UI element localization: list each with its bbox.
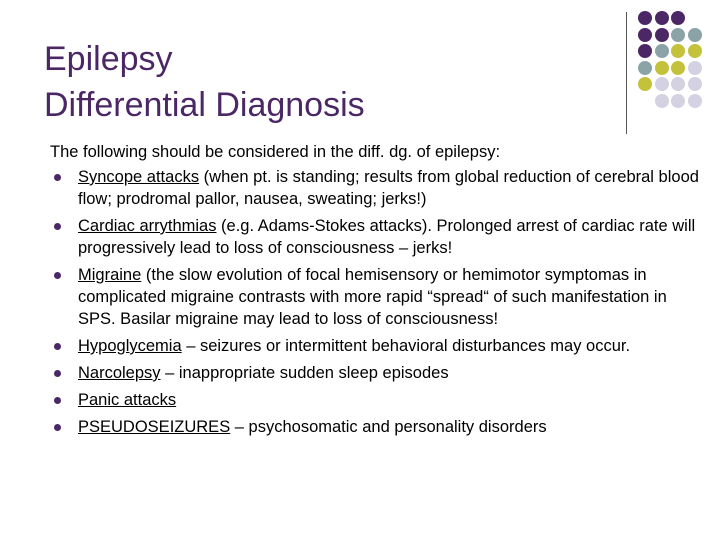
bullet-item xyxy=(50,362,700,384)
bullet-dot-icon xyxy=(54,397,61,404)
decorative-dot xyxy=(671,11,685,25)
bullet-term: Narcolepsy xyxy=(78,364,161,382)
slide-title xyxy=(44,36,365,128)
bullet-dot-icon xyxy=(54,272,61,279)
decorative-dot xyxy=(638,11,652,25)
decorative-dot xyxy=(638,77,652,91)
decorative-dot xyxy=(671,28,685,42)
bullet-item xyxy=(50,215,700,259)
bullet-text: – seizures or intermittent behavioral disturbances may occur. xyxy=(181,337,631,355)
decorative-dot xyxy=(688,61,702,75)
decorative-dot xyxy=(655,94,669,108)
bullet-term: Hypoglycemia xyxy=(78,337,182,355)
divider-line xyxy=(626,12,627,134)
decorative-dot xyxy=(655,44,669,58)
bullet-term: PSEUDOSEIZURES xyxy=(78,418,231,436)
title-line-1: Epilepsy xyxy=(44,40,173,78)
title-line-2: Differential Diagnosis xyxy=(44,86,365,124)
bullet-item xyxy=(50,264,700,330)
bullet-item xyxy=(50,416,700,438)
decorative-dot xyxy=(671,44,685,58)
bullet-dot-icon xyxy=(54,370,61,377)
decorative-dot xyxy=(688,44,702,58)
slide-body xyxy=(50,141,700,443)
bullet-term: Migraine xyxy=(78,266,142,284)
bullet-item xyxy=(50,335,700,357)
bullet-term: Cardiac arrythmias xyxy=(78,217,217,235)
intro-text: The following should be considered in the diff. dg. of epilepsy: xyxy=(50,143,501,161)
bullet-item xyxy=(50,166,700,210)
decorative-dot xyxy=(688,77,702,91)
bullet-text: (when pt. is standing; results from global reduction of cerebral blood flow; prodromal pallor, nausea, sweating; jerks!) xyxy=(78,168,699,208)
bullet-text: (e.g. Adams-Stokes attacks). Prolonged arrest of cardiac rate will progressively lead to loss of consciousness – jerks! xyxy=(78,217,696,257)
decorative-dot xyxy=(655,61,669,75)
bullet-text: – inappropriate sudden sleep episodes xyxy=(160,364,449,382)
bullet-term: Panic attacks xyxy=(78,391,177,409)
decorative-dot xyxy=(655,11,669,25)
decorative-dot xyxy=(671,77,685,91)
bullet-item xyxy=(50,389,700,411)
decorative-dot xyxy=(671,94,685,108)
bullet-dot-icon xyxy=(54,223,61,230)
bullet-dot-icon xyxy=(54,343,61,350)
decorative-dot xyxy=(671,61,685,75)
decorative-dot xyxy=(688,28,702,42)
decorative-dot xyxy=(688,94,702,108)
decorative-dot xyxy=(655,77,669,91)
bullet-text: – psychosomatic and personality disorders xyxy=(230,418,547,436)
bullet-term: Syncope attacks xyxy=(78,168,200,186)
bullet-list xyxy=(50,166,700,438)
bullet-dot-icon xyxy=(54,424,61,431)
decorative-dot xyxy=(655,28,669,42)
decorative-dot xyxy=(638,61,652,75)
decorative-dot xyxy=(638,44,652,58)
bullet-dot-icon xyxy=(54,174,61,181)
decorative-dot xyxy=(638,28,652,42)
bullet-text: (the slow evolution of focal hemisensory or hemimotor symptomas in complicated migraine contrasts with more rapid “spread“ of such manifestation in SPS. Basilar migraine may lead to loss of consciousness! xyxy=(78,266,667,328)
